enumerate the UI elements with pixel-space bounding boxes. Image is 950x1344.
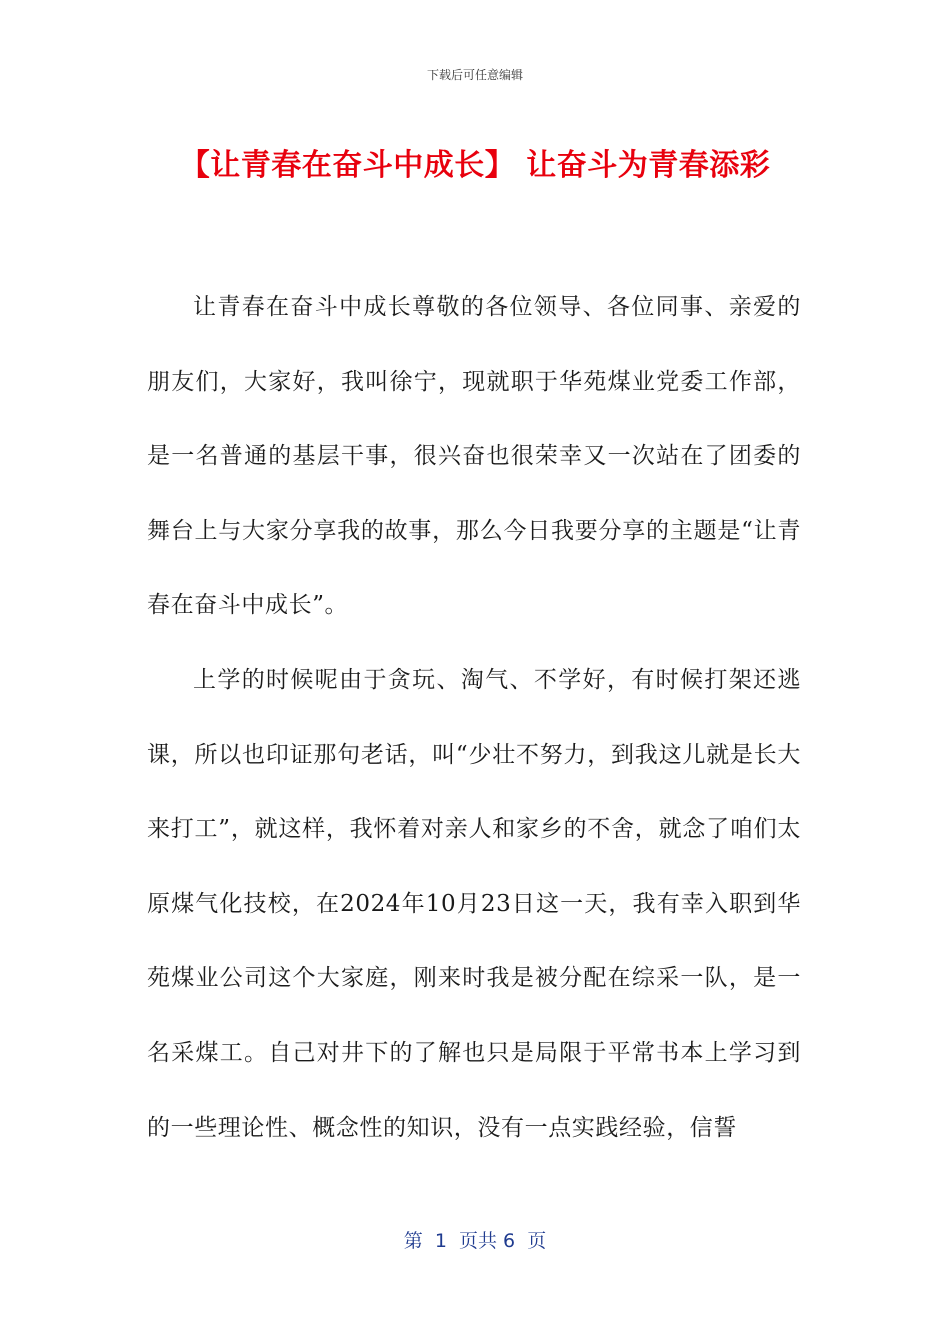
page-footer: 第 1 页共 6 页 bbox=[403, 1230, 547, 1252]
paragraph-2: 上学的时候呢由于贪玩、淘气、不学好，有时候打架还逃课，所以也印证那句老话，叫“少壮不努力，到我这儿就是长大来打工”，就这样，我怀着对亲人和家乡的不舍，就念了咱们太原煤气化技校，在2024年10月23日这一天，我有幸入职到华苑煤业公司这个大家庭，刚来时我是被分配在综采一队，是一名采煤工。自己对井下的了解也只是局限于平常书本上学习到的一些理论性、概念性的知识，没有一点实践经验，信誓 bbox=[147, 666, 801, 1141]
document-body bbox=[147, 270, 801, 1165]
paragraph-1: 让青春在奋斗中成长尊敬的各位领导、各位同事、亲爱的朋友们，大家好，我叫徐宁，现就职于华苑煤业党委工作部，是一名普通的基层干事，很兴奋也很荣幸又一次站在了团委的舞台上与大家分享我的故事，那么今日我要分享的主题是“让青春在奋斗中成长”。 bbox=[147, 294, 801, 619]
document-title: 【让青春在奋斗中成长】 让奋斗为青春添彩 bbox=[179, 148, 771, 183]
header-note: 下载后可任意编辑 bbox=[426, 68, 523, 82]
